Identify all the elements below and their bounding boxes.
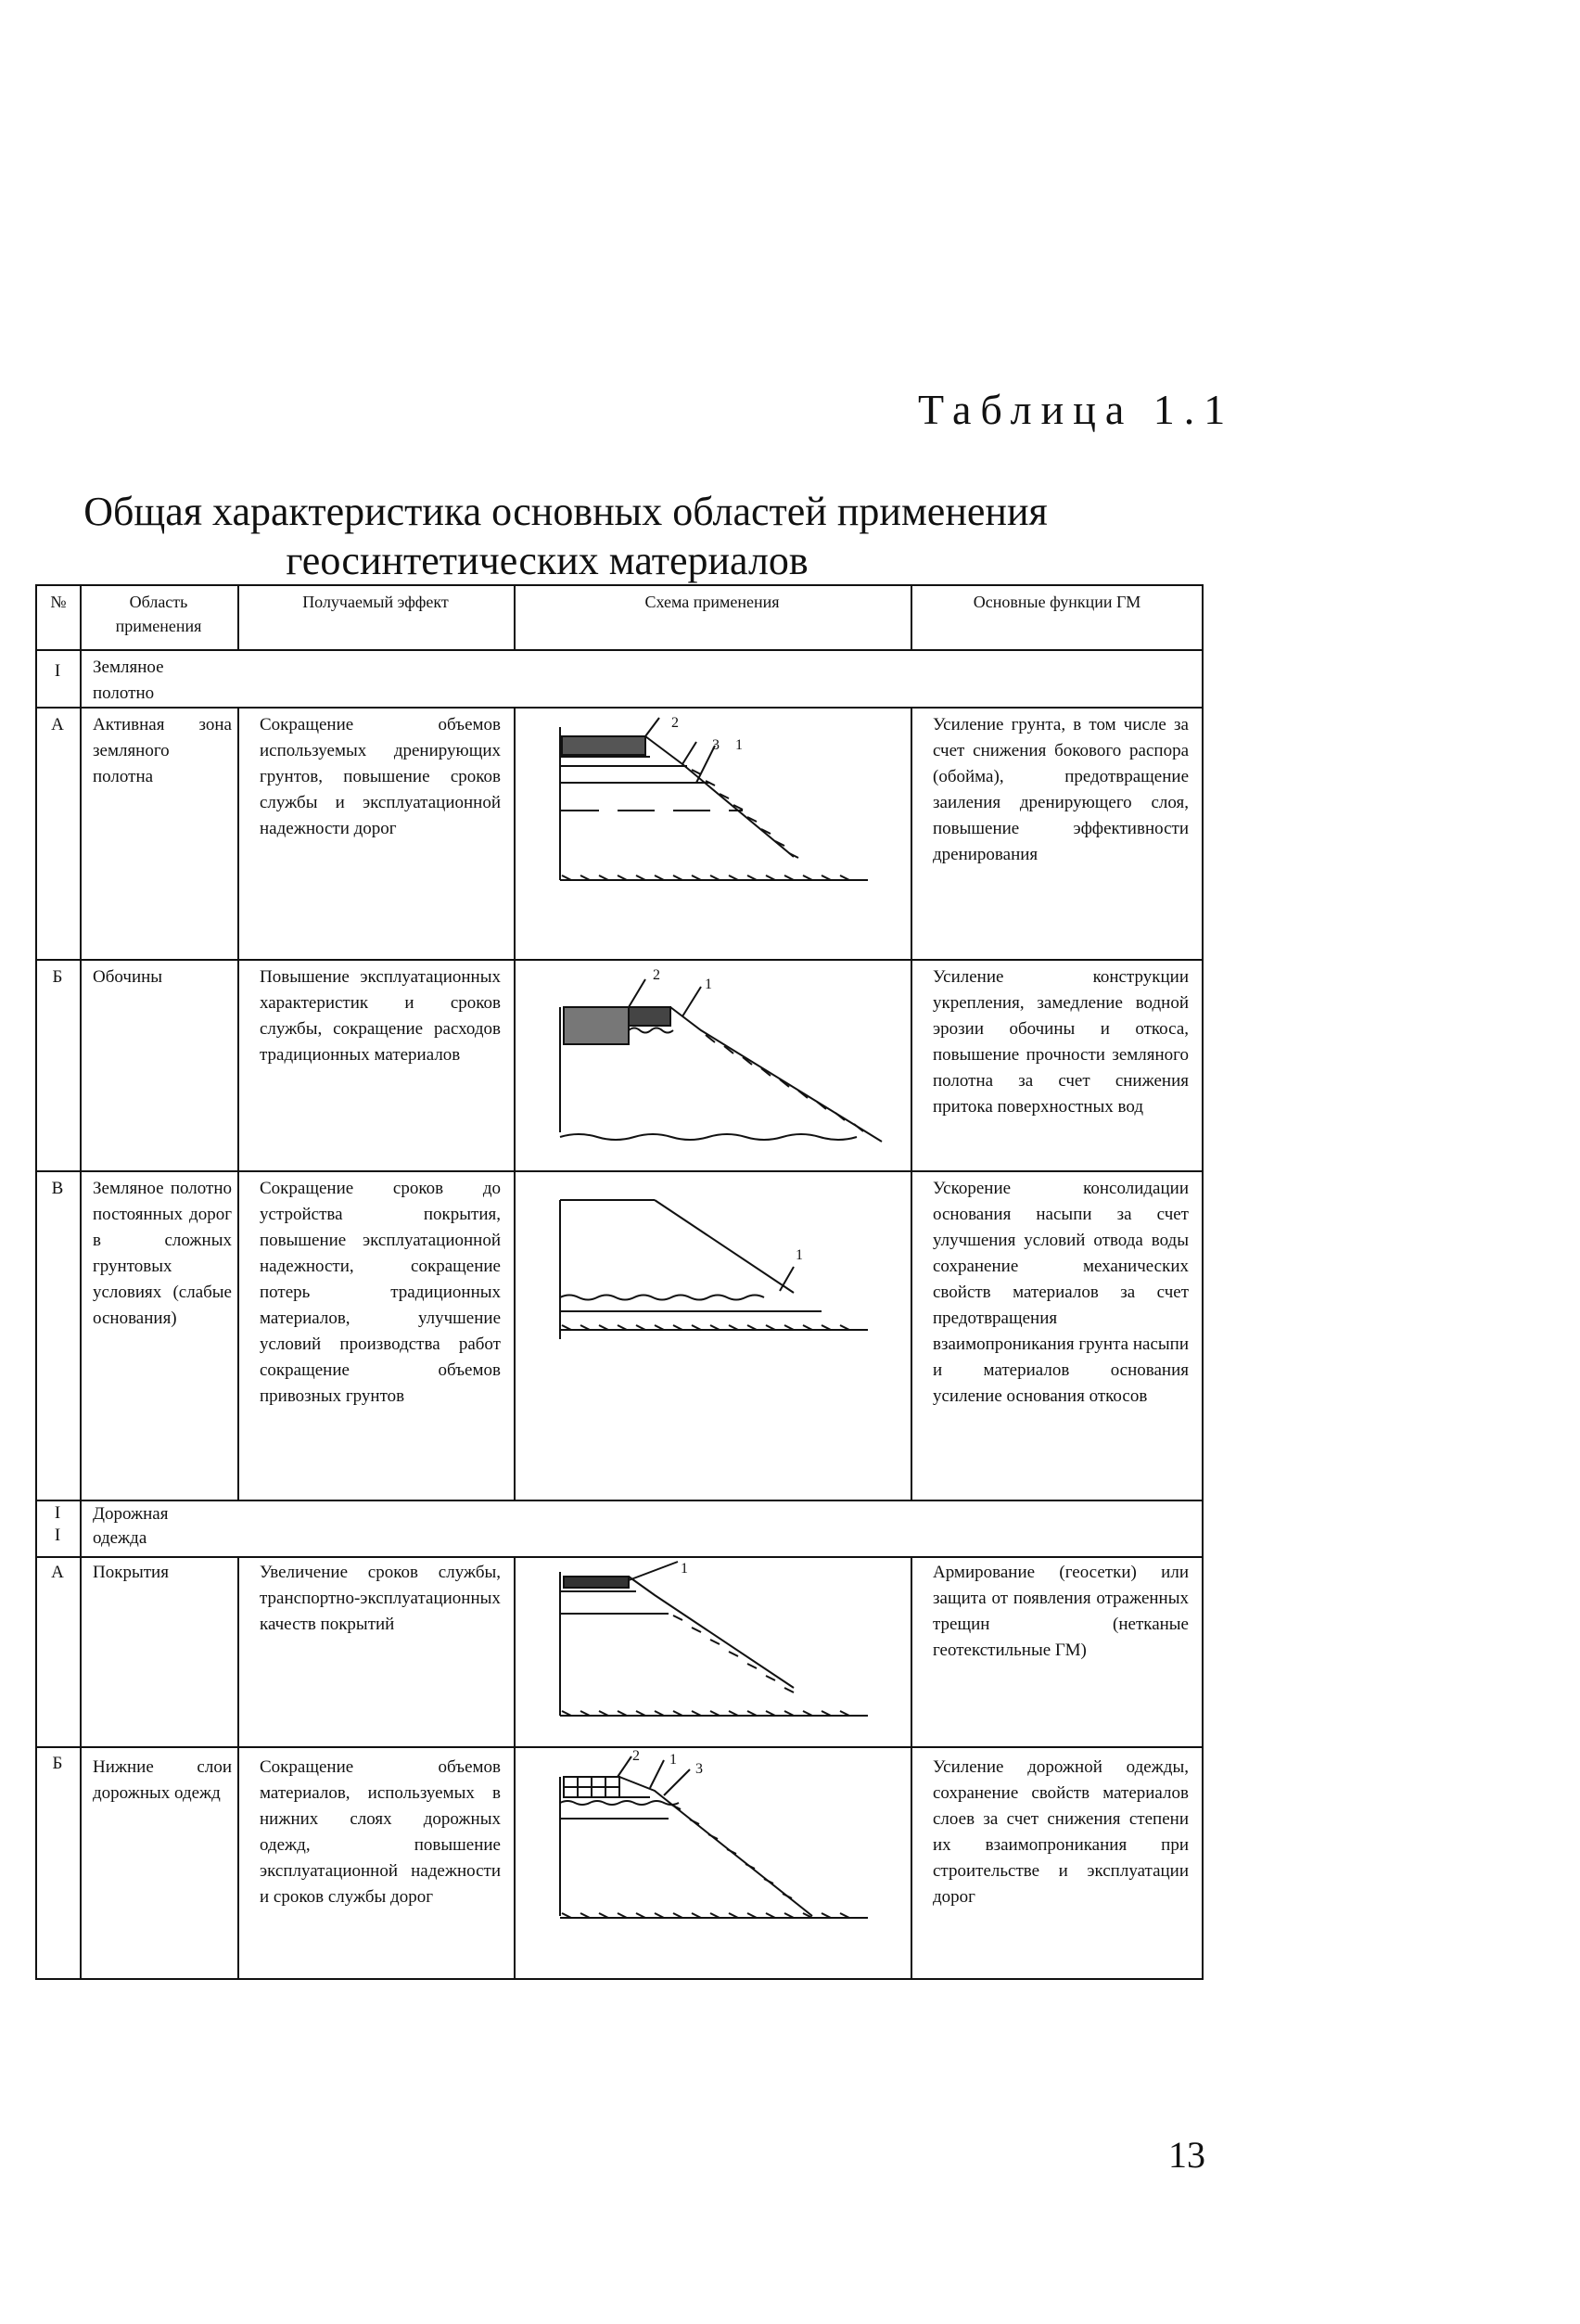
table-label: Таблица 1.1	[918, 386, 1235, 433]
row-area: Обочины	[93, 967, 163, 987]
row-letter: А	[51, 1563, 64, 1582]
header-effect: Получаемый эффект	[302, 593, 449, 611]
scheme-label: 2	[671, 715, 679, 731]
table-title-line1: Общая характеристика основных областей применения	[83, 489, 1048, 534]
scheme-diagram	[516, 1172, 909, 1497]
table-title-line2: геосинтетических материалов	[286, 538, 809, 583]
row-functions: Усиление грунта, в том числе за счет снижения бокового распора (обойма), предотвращение заиления дренирующего слоя, повышение эффективности дренирования	[933, 715, 1189, 864]
section-number: I I	[54, 1503, 61, 1545]
row-letter: Б	[52, 1754, 63, 1773]
row-functions: Усиление дорожной одежды, сохранение свойств материалов слоев за счет снижения степени их взаимопроникания при строительстве и эксплуатации дорог	[933, 1757, 1189, 1907]
row-letter: А	[51, 715, 64, 734]
scheme-label: 3	[712, 737, 720, 753]
section-title: Земляное полотно	[93, 658, 164, 703]
row-effect: Сокращение объемов материалов, используемых в нижних слоях дорожных одежд, повышение эксплуатационной надежности и сроков службы дорог	[260, 1757, 501, 1907]
scheme-label: 2	[632, 1748, 640, 1764]
row-area: Нижние слои дорожных одежд	[93, 1757, 232, 1803]
scheme-label: 1	[735, 737, 743, 753]
row-letter: Б	[52, 967, 63, 987]
row-area: Земляное полотно постоянных дорог в сложных грунтовых условиях (слабые основания)	[93, 1179, 232, 1328]
scheme-label: 3	[695, 1761, 703, 1777]
row-effect: Увеличение сроков службы, транспортно-эксплуатационных качеств покрытий	[260, 1563, 501, 1634]
row-effect: Сокращение объемов используемых дренирующих грунтов, повышение сроков службы и эксплуатационной надежности дорог	[260, 715, 501, 838]
section-title: Дорожная одежда	[93, 1504, 169, 1548]
row-area: Покрытия	[93, 1563, 169, 1582]
row-functions: Ускорение консолидации основания насыпи за счет улучшения условий отвода воды сохранение механических свойств материалов за счет предотвращения взаимопроникания грунта насыпи и материалов основания усиление основания откосов	[933, 1179, 1189, 1406]
section-number: I	[54, 661, 61, 681]
row-letter: В	[51, 1179, 64, 1198]
row-functions: Усиление конструкции укрепления, замедление водной эрозии обочины и откоса, повышение прочности земляного полотна за счет снижения притока поверхностных вод	[933, 967, 1189, 1117]
row-effect: Сокращение сроков до устройства покрытия, повышение эксплуатационной надежности, сокращение потерь традиционных материалов, улучшение условий производства работ сокращение объемов привозных грунтов	[260, 1179, 501, 1406]
scheme-label: 1	[681, 1561, 688, 1577]
page-number: 13	[1168, 2134, 1205, 2176]
scheme-label: 1	[796, 1247, 803, 1263]
table	[35, 584, 1204, 1980]
row-effect: Повышение эксплуатационных характеристик и сроков службы, сокращение расходов традиционных материалов	[260, 967, 501, 1065]
scheme-label: 1	[705, 977, 712, 992]
header-area: Область применения	[115, 593, 202, 635]
row-area: Активная зона земляного полотна	[93, 715, 232, 786]
row-functions: Армирование (геосетки) или защита от появления отраженных трещин (нетканые геотекстильные ГМ)	[933, 1563, 1189, 1660]
scheme-diagram	[516, 961, 909, 1168]
header-num: №	[50, 593, 67, 611]
scheme-label: 1	[669, 1752, 677, 1768]
scheme-diagram	[516, 1749, 909, 1975]
header-scheme: Схема применения	[644, 593, 780, 611]
scheme-label: 2	[653, 967, 660, 983]
scheme-diagram	[516, 1558, 909, 1743]
header-functions: Основные функции ГМ	[973, 593, 1141, 611]
